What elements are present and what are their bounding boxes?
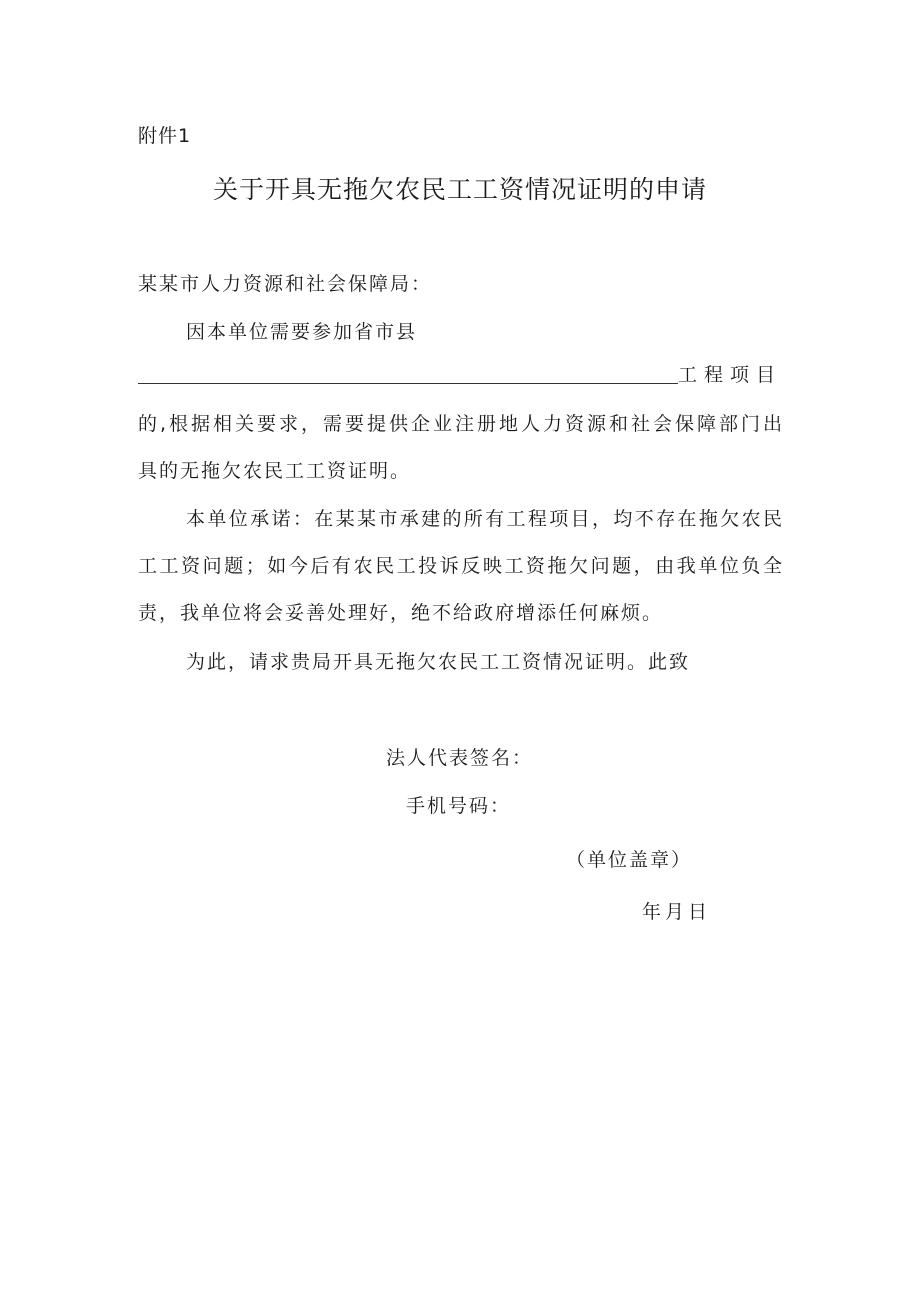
signature-label: 法人代表签名： <box>386 747 534 769</box>
paragraph1-line4: 具的无拖欠农民工工资证明。 <box>138 460 412 482</box>
salutation: 某某市人力资源和社会保障局： <box>138 273 433 295</box>
project-name-blank-row <box>138 363 782 391</box>
stamp-label: （单位盖章） <box>566 849 693 871</box>
paragraph2-line1: 本单位承诺：在某某市承建的所有工程项目，均不存在拖欠农民 <box>186 508 782 530</box>
paragraph2-line3: 责，我单位将会妥善处理好，绝不给政府增添任何麻烦。 <box>138 602 664 624</box>
attachment-label: 附件1 <box>138 125 192 147</box>
paragraph1-line2-suffix: 工程项目 <box>677 364 782 386</box>
document-title: 关于开具无拖欠农民工工资情况证明的申请 <box>212 175 707 204</box>
paragraph3: 为此，请求贵局开具无拖欠农民工工资情况证明。此致 <box>186 651 691 673</box>
project-name-blank <box>138 383 678 384</box>
phone-label: 手机号码： <box>406 795 512 817</box>
paragraph2-line2: 工工资问题；如今后有农民工投诉反映工资拖欠问题，由我单位负全 <box>138 555 782 577</box>
paragraph1-line3: 的,根据相关要求，需要提供企业注册地人力资源和社会保障部门出 <box>138 413 782 435</box>
paragraph1-line1: 因本单位需要参加省市县 <box>186 321 418 343</box>
date-label: 年月日 <box>642 901 712 923</box>
